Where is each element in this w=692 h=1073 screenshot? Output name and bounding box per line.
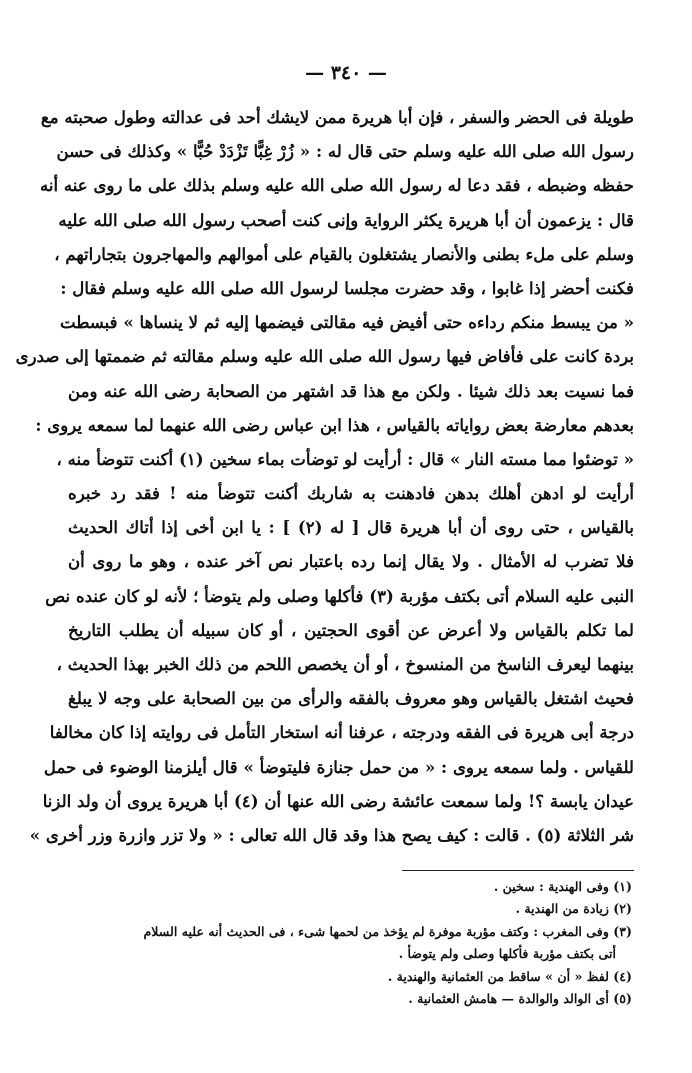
- text-line: « توضئوا مما مسته النار » قال : أرأيت لو توضأت بماء سخين (١) أكنت تتوضأ منه ،: [56, 448, 634, 469]
- text-line: وسلم على ملء بطنى والأنصار يشتغلون بالقيام على أموالهم والمهاجرون بتجاراتهم ،: [54, 243, 634, 264]
- main-text: [15, 100, 634, 852]
- text-line: بعدهم معارضة بعض رواياته بالقياس ، هذا ابن عباس رضى الله عنهما لما سمعه يروى :: [35, 414, 634, 435]
- text-line: فما نسيت بعد ذلك شيئا . ولكن مع هذا قد اشتهر من الصحابة رضى الله عنه ومن: [68, 380, 634, 401]
- footnote: (١) وفى الهندية : سخين .: [493, 879, 632, 894]
- text-line: بالقياس ، حتى روى أن أبا هريرة قال [ له (٢) ] : يا ابن أخى إذا أتاك الحديث: [68, 517, 634, 538]
- text-line: بينهما ليعرف الناسخ من المنسوخ ، أو أن يخصص اللحم من ذلك الخبر بهذا الحديث ،: [56, 654, 634, 674]
- text-line: عيدان يابسة ؟! ولما سمعت عائشة رضى الله عنها أن (٤) أبا هريرة يروى أن ولد الزنا: [42, 790, 634, 811]
- text-line: للقياس . ولما سمعه يروى : « من حمل جنازة فليتوضأ » قال أيلزمنا الوضوء فى حمل: [43, 756, 634, 777]
- text-line: قال : يزعمون أن أبا هريرة يكثر الرواية وإنى كنت أصحب رسول الله صلى الله عليه: [58, 209, 634, 230]
- text-line: فحيث اشتغل بالقياس وهو معروف بالفقه والرأى من بين الصحابة على وجه لا يبلغ: [68, 688, 634, 709]
- text-line: شر الثلاثة (٥) . قالت : كيف يصح هذا وقد قال الله تعالى : « ولا تزر وازرة وزر أخرى »: [29, 824, 634, 845]
- footnote: (٤) لفظ « أن » ساقط من العثمانية والهندية .: [387, 968, 632, 984]
- footnote: (٥) أى الوالد والوالدة — هامش العثمانية .: [408, 990, 632, 1006]
- text-line: درجة أبى هريرة فى الفقه ودرجته ، عرفنا أنه استخار التأمل فى روايته إذا كان مخالفا: [49, 722, 634, 743]
- text-line: فلا تضرب له الأمثال . ولا يقال إنما رده باعتبار نص آخر عنده ، وهو ما روى أن: [68, 551, 634, 572]
- page-number: — ٣٤٠ —: [305, 62, 387, 84]
- footnotes: [60, 876, 632, 1010]
- footnote: (٣) وفى المغرب : وكتف مؤربة موفرة لم يؤخذ من لحمها شىء ، فى الحديث أنه عليه السلام: [143, 923, 632, 939]
- footnote-continuation: أتى بكتف مؤربة فأكلها وصلى ولم يتوضأ .: [398, 946, 616, 962]
- text-line: لما تكلم بالقياس ولا أعرض عن أقوى الحجتين ، أو كان سبيله أن يطلب التاريخ: [68, 619, 634, 640]
- text-line: رسول الله صلى الله عليه وسلم حتى قال له : « زُرْ غِبًّا تَزْدَدْ حُبًّا » وكذلك فى حسن: [56, 141, 634, 162]
- footnote: (٢) زيادة من الهندية .: [515, 901, 632, 917]
- text-line: بردة كانت على فأفاض فيها رسول الله صلى الله عليه وسلم مقالته ثم ضممتها إلى صدرى: [15, 346, 634, 367]
- text-line: أرأيت لو ادهن أهلك بدهن فادهنت به شاربك أكنت تتوضأ منه ! فقد رد خبره: [68, 483, 634, 504]
- footnote-divider: [402, 870, 634, 871]
- text-line: حفظه وضبطه ، فقد دعا له رسول الله صلى الله عليه وسلم بذلك على ما روى عنه أنه: [40, 175, 634, 196]
- text-line: النبى عليه السلام أتى بكتف مؤربة (٣) فأكلها وصلى ولم يتوضأ ؛ لأنه لو كان عنده نص: [45, 585, 634, 606]
- text-line: « من يبسط منكم رداءه حتى أفيض فيه مقالتى فيضمها إليه ثم لا ينساها » فبسطت: [59, 312, 634, 333]
- text-line: فكنت أحضر إذا غابوا ، وقد حضرت مجلسا لرسول الله صلى الله عليه وسلم فقال :: [60, 277, 634, 298]
- text-line: طويلة فى الحضر والسفر ، فإن أبا هريرة ممن لايشك أحد فى عدالته وطول صحبته مع: [40, 107, 634, 127]
